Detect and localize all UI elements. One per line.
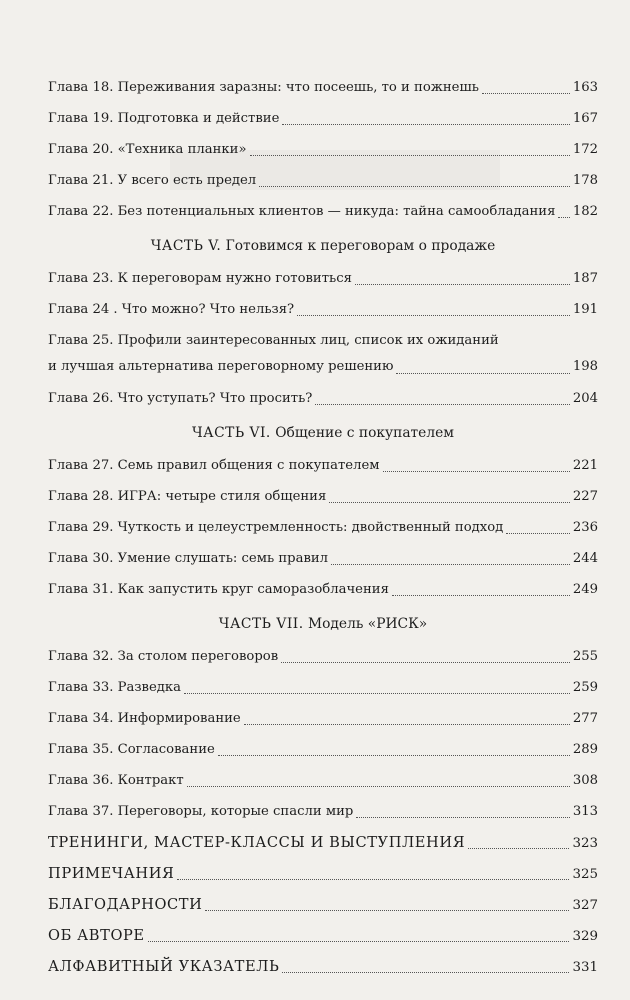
chapter-title: Глава 37. Переговоры, которые спасли мир bbox=[48, 804, 354, 819]
chapter-title: Глава 19. Подготовка и действие bbox=[48, 111, 280, 126]
section-title: ПРИМЕЧАНИЯ bbox=[48, 865, 175, 882]
chapter-title: Глава 25. Профили заинтересованных лиц, список их ожиданий bbox=[48, 333, 499, 348]
toc-entry bbox=[48, 765, 598, 796]
toc-entry bbox=[48, 165, 598, 196]
page-number: 163 bbox=[572, 80, 598, 95]
section-title: АЛФАВИТНЫЙ УКАЗАТЕЛЬ bbox=[48, 958, 280, 975]
leader-dots bbox=[148, 941, 570, 942]
chapter-title: Глава 27. Семь правил общения с покупателем bbox=[48, 458, 380, 473]
page-number: 236 bbox=[572, 520, 598, 535]
leader-dots bbox=[482, 93, 570, 94]
chapter-title: Глава 23. К переговорам нужно готовиться bbox=[48, 271, 352, 286]
leader-dots bbox=[205, 910, 569, 911]
leader-dots bbox=[356, 817, 570, 818]
section-title: ОБ АВТОРЕ bbox=[48, 927, 145, 944]
table-of-contents bbox=[48, 72, 598, 982]
section-title: БЛАГОДАРНОСТИ bbox=[48, 896, 203, 913]
leader-dots bbox=[282, 972, 569, 973]
toc-entry bbox=[48, 263, 598, 294]
chapter-title: Глава 21. У всего есть предел bbox=[48, 173, 257, 188]
chapter-title: Глава 20. «Техника планки» bbox=[48, 142, 247, 157]
chapter-title-continued: и лучшая альтернатива переговорному решению bbox=[48, 359, 394, 374]
toc-entry bbox=[48, 512, 598, 543]
page-number: 327 bbox=[572, 898, 598, 913]
leader-dots bbox=[558, 217, 569, 218]
chapter-title: Глава 29. Чуткость и целеустремленность: двойственный подход bbox=[48, 520, 504, 535]
page-number: 167 bbox=[572, 111, 598, 126]
page-number: 313 bbox=[572, 804, 598, 819]
leader-dots bbox=[383, 471, 570, 472]
toc-entry bbox=[48, 383, 598, 414]
part-heading bbox=[48, 605, 598, 641]
toc-entry bbox=[48, 481, 598, 512]
leader-dots bbox=[177, 879, 569, 880]
leader-dots bbox=[392, 595, 570, 596]
leader-dots bbox=[187, 786, 570, 787]
part-number: ЧАСТЬ V. bbox=[150, 238, 222, 254]
leader-dots bbox=[506, 533, 570, 534]
page-number: 249 bbox=[572, 582, 598, 597]
leader-dots bbox=[297, 315, 570, 316]
page-number: 182 bbox=[572, 204, 598, 219]
leader-dots bbox=[282, 124, 569, 125]
chapter-title: Глава 24 . Что можно? Что нельзя? bbox=[48, 302, 295, 317]
page-number: 289 bbox=[572, 742, 598, 757]
part-title: Готовимся к переговорам о продаже bbox=[221, 238, 496, 254]
section-entry bbox=[48, 827, 598, 858]
toc-entry bbox=[48, 641, 598, 672]
leader-dots bbox=[315, 404, 569, 405]
toc-entry bbox=[48, 796, 598, 827]
page-number: 244 bbox=[572, 551, 598, 566]
section-entry bbox=[48, 920, 598, 951]
page-number: 259 bbox=[572, 680, 598, 695]
chapter-title: Глава 28. ИГРА: четыре стиля общения bbox=[48, 489, 327, 504]
page-number: 172 bbox=[572, 142, 598, 157]
page-number: 191 bbox=[572, 302, 598, 317]
part-number: ЧАСТЬ VII. bbox=[218, 616, 304, 632]
chapter-title: Глава 33. Разведка bbox=[48, 680, 181, 695]
part-heading bbox=[48, 227, 598, 263]
toc-entry bbox=[48, 72, 598, 103]
chapter-title: Глава 30. Умение слушать: семь правил bbox=[48, 551, 329, 566]
toc-entry bbox=[48, 703, 598, 734]
page-number: 308 bbox=[572, 773, 598, 788]
page-number: 329 bbox=[572, 929, 598, 944]
page-number: 277 bbox=[572, 711, 598, 726]
toc-entry bbox=[48, 450, 598, 481]
toc-entry bbox=[48, 103, 598, 134]
toc-entry bbox=[48, 134, 598, 165]
toc-entry bbox=[48, 574, 598, 605]
section-title: ТРЕНИНГИ, МАСТЕР-КЛАССЫ И ВЫСТУПЛЕНИЯ bbox=[48, 834, 466, 851]
page-number: 178 bbox=[572, 173, 598, 188]
section-entry bbox=[48, 889, 598, 920]
leader-dots bbox=[259, 186, 570, 187]
leader-dots bbox=[331, 564, 570, 565]
page-number: 221 bbox=[572, 458, 598, 473]
toc-entry bbox=[48, 196, 598, 227]
toc-entry bbox=[48, 734, 598, 765]
toc-entry bbox=[48, 543, 598, 574]
part-heading bbox=[48, 414, 598, 450]
page-number: 331 bbox=[572, 960, 598, 975]
leader-dots bbox=[244, 724, 570, 725]
chapter-title: Глава 26. Что уступать? Что просить? bbox=[48, 391, 313, 406]
page-number: 187 bbox=[572, 271, 598, 286]
section-entry bbox=[48, 951, 598, 982]
page-number: 204 bbox=[572, 391, 598, 406]
page-number: 198 bbox=[572, 359, 598, 374]
chapter-title: Глава 31. Как запустить круг саморазоблачения bbox=[48, 582, 389, 597]
leader-dots bbox=[468, 848, 569, 849]
page-number: 323 bbox=[572, 836, 598, 851]
chapter-title: Глава 35. Согласование bbox=[48, 742, 215, 757]
part-title: Модель «РИСК» bbox=[303, 616, 428, 632]
toc-entry bbox=[48, 325, 598, 383]
page-number: 255 bbox=[572, 649, 598, 664]
leader-dots bbox=[250, 155, 570, 156]
leader-dots bbox=[355, 284, 570, 285]
part-title: Общение с покупателем bbox=[270, 425, 455, 441]
leader-dots bbox=[329, 502, 570, 503]
leader-dots bbox=[184, 693, 570, 694]
chapter-title: Глава 22. Без потенциальных клиентов — никуда: тайна самообладания bbox=[48, 204, 556, 219]
chapter-title: Глава 36. Контракт bbox=[48, 773, 184, 788]
leader-dots bbox=[218, 755, 570, 756]
toc-entry bbox=[48, 294, 598, 325]
leader-dots bbox=[281, 662, 570, 663]
section-entry bbox=[48, 858, 598, 889]
page-number: 325 bbox=[572, 867, 598, 882]
page-number: 227 bbox=[572, 489, 598, 504]
leader-dots bbox=[396, 373, 569, 374]
part-number: ЧАСТЬ VI. bbox=[191, 425, 271, 441]
toc-entry bbox=[48, 672, 598, 703]
chapter-title: Глава 34. Информирование bbox=[48, 711, 241, 726]
chapter-title: Глава 18. Переживания заразны: что посеешь, то и пожнешь bbox=[48, 80, 479, 95]
chapter-title: Глава 32. За столом переговоров bbox=[48, 649, 279, 664]
